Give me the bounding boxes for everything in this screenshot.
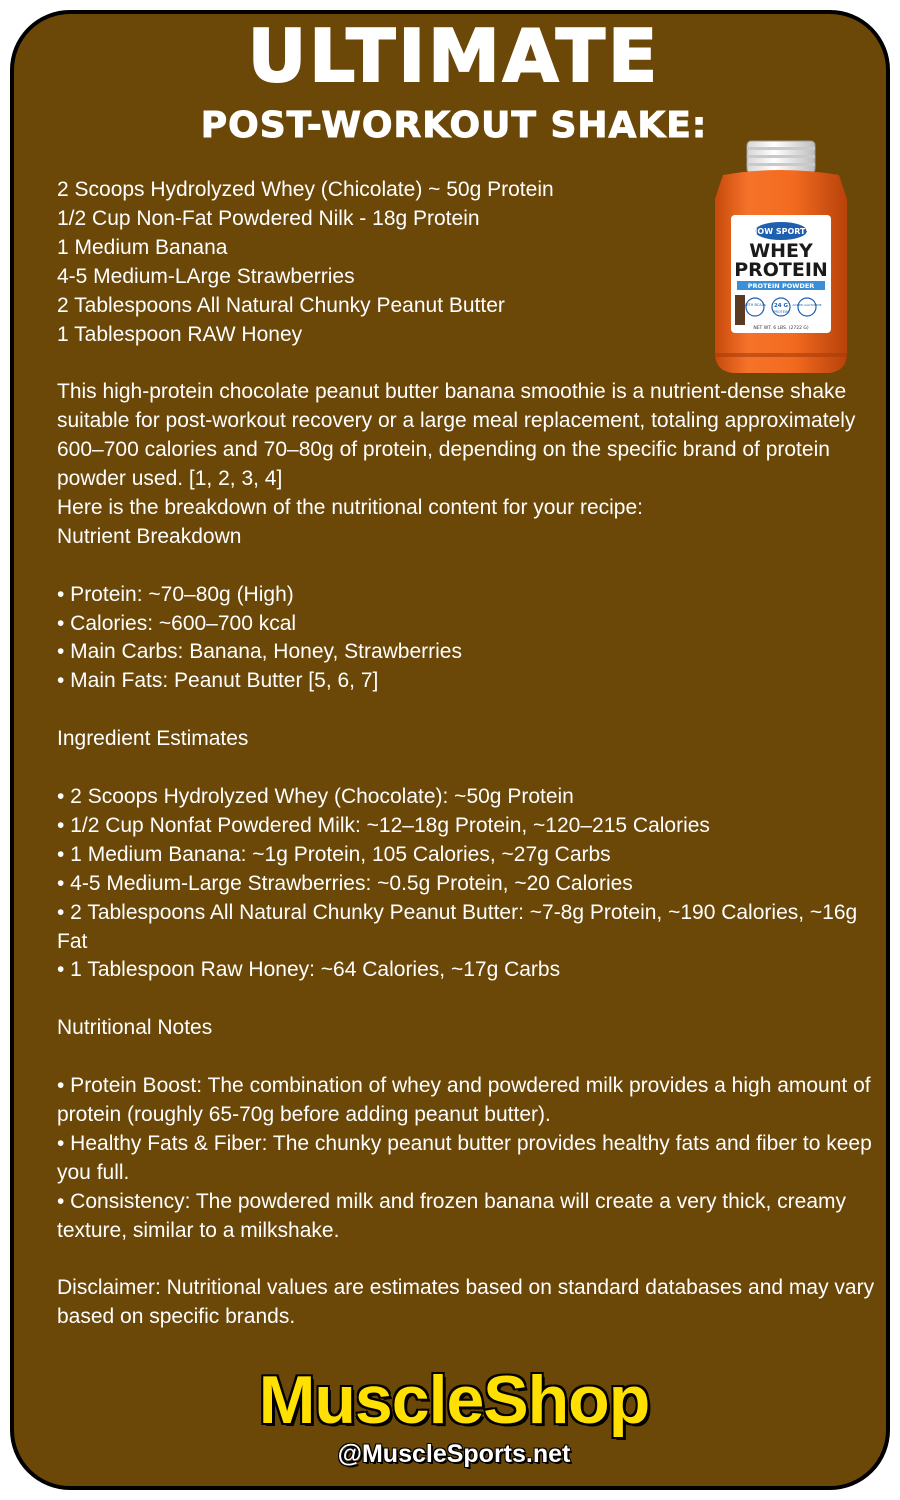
recipe-line: 2 Tablespoons All Natural Chunky Peanut Butter xyxy=(57,293,505,317)
recipe-line: 2 Scoops Hydrolyzed Whey (Chicolate) ~ 50g Protein xyxy=(57,178,554,201)
list-item: • 2 Tablespoons All Natural Chunky Peanut Butter: ~7-8g Protein, ~190 Calories, ~16g Fat xyxy=(57,900,858,953)
spacer xyxy=(57,1245,887,1274)
list-item: • Calories: ~600–700 kcal xyxy=(57,611,297,635)
badge-protein-label: PROTEIN xyxy=(773,310,789,314)
product-name-line2: PROTEIN xyxy=(734,259,828,281)
social-handle: @MuscleSports.net xyxy=(337,1440,571,1468)
intro-paragraph: This high-protein chocolate peanut butter banana smoothie is a nutrient-dense shake suitable for post-workout recovery or a large meal replacement, totaling approximately 600–700 calories and 70–80g of protein, depending on the specific brand of protein powder used. [1, 2, 3, 4] xyxy=(57,380,856,491)
list-item: • Main Fats: Peanut Butter [5, 6, 7] xyxy=(57,669,379,693)
nutrient-breakdown-heading: Nutrient Breakdown xyxy=(57,524,242,548)
recipe-line: 1 Tablespoon RAW Honey xyxy=(57,322,303,346)
list-item: • Main Carbs: Banana, Honey, Strawberries xyxy=(57,640,462,664)
title-sub: POST-WORKOUT SHAKE: xyxy=(200,105,708,146)
recipe-content xyxy=(57,176,887,1332)
brand-name: MuscleShop xyxy=(258,1362,650,1438)
list-item: • 1 Tablespoon Raw Honey: ~64 Calories, ~17g Carbs xyxy=(57,958,561,982)
badge-bcaa: WITH BCAAs xyxy=(744,303,766,307)
list-item: • 1/2 Cup Nonfat Powdered Milk: ~12–18g Protein, ~120–215 Calories xyxy=(57,813,710,837)
title-main: ULTIMATE xyxy=(247,14,661,98)
list-item: • 4-5 Medium-Large Strawberries: ~0.5g Protein, ~20 Calories xyxy=(57,871,633,895)
list-item: • Healthy Fats & Fiber: The chunky peanut butter provides healthy fats and fiber to keep you full. xyxy=(57,1131,872,1184)
recipe-line: 4-5 Medium-LArge Strawberries xyxy=(57,264,355,288)
spacer xyxy=(57,552,887,581)
brand-logo xyxy=(14,1362,890,1438)
list-item: • 1 Medium Banana: ~1g Protein, 105 Calories, ~27g Carbs xyxy=(57,842,611,866)
spacer xyxy=(57,349,887,378)
spacer xyxy=(57,754,887,783)
product-subtitle: PROTEIN POWDER xyxy=(747,282,815,290)
product-name-line1: WHEY xyxy=(749,240,813,262)
recipe-card xyxy=(10,10,890,1490)
list-item: • Protein Boost: The combination of whey and powdered milk provides a high amount of protein (roughly 65-70g before adding peanut butter). xyxy=(57,1074,871,1126)
recipe-line: 1 Medium Banana xyxy=(57,235,228,259)
ingredient-estimates-heading: Ingredient Estimates xyxy=(57,727,249,751)
net-weight: NET WT. 6 LBS. (2722 G) xyxy=(753,326,809,331)
spacer xyxy=(57,985,887,1014)
brand-logo-text: NOW SPORTS xyxy=(750,227,812,236)
spacer xyxy=(57,1043,887,1072)
list-item: • Consistency: The powdered milk and frozen banana will create a very thick, creamy texture, similar to a milkshake. xyxy=(57,1189,846,1242)
spacer xyxy=(57,696,887,725)
badge-protein-amount: 24 G xyxy=(773,303,789,309)
badge-glutamine: ADDED GLUTAMINE xyxy=(792,303,822,307)
disclaimer: Disclaimer: Nutritional values are estimates based on standard databases and may vary based on specific brands. xyxy=(57,1276,875,1329)
nutritional-notes-heading: Nutritional Notes xyxy=(57,1016,213,1040)
list-item: • 2 Scoops Hydrolyzed Whey (Chocolate): ~50g Protein xyxy=(57,784,574,808)
list-item: • Protein: ~70–80g (High) xyxy=(57,582,294,606)
recipe-line: 1/2 Cup Non-Fat Powdered Nilk - 18g Protein xyxy=(57,206,480,230)
breakdown-intro: Here is the breakdown of the nutritional content for your recipe: xyxy=(57,495,643,519)
